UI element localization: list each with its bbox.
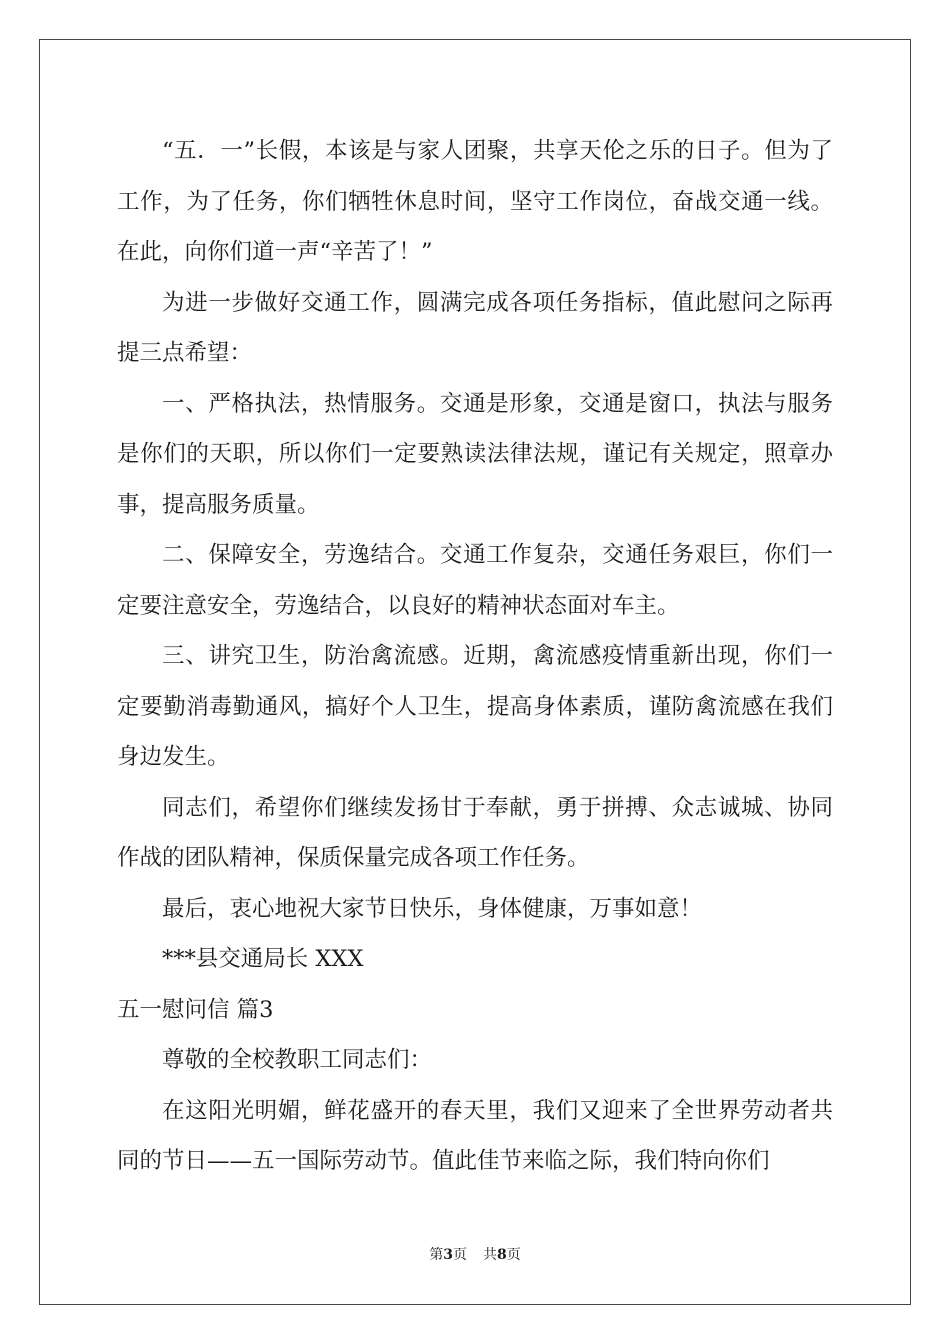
paragraph: 三、讲究卫生，防治禽流感。近期，禽流感疫情重新出现，你们一定要勤消毒勤通风，搞好个人卫生，提高身体素质，谨防禽流感在我们身边发生。 [117,643,833,770]
page-mid: 页 [453,1247,467,1263]
paragraph: 一、严格执法，热情服务。交通是形象，交通是窗口，执法与服务是你们的天职，所以你们一定要熟读法律法规，谨记有关规定，照章办事，提高服务质量。 [117,390,833,518]
salutation: 尊敬的全校教职工同志们： [162,1047,433,1073]
total-suffix: 页 [506,1247,521,1263]
paragraph: 二、保障安全，劳逸结合。交通工作复杂，交通任务艰巨，你们一定要注意安全，劳逸结合，以良好的精神状态面对车主。 [117,542,833,619]
total-prefix: 共 [483,1247,497,1263]
paragraph: 最后，衷心地祝大家节日快乐，身体健康，万事如意！ [162,895,703,922]
paragraph: 在这阳光明媚，鲜花盛开的春天里，我们又迎来了全世界劳动者共同的节日——五一国际劳动节。值此佳节来临之际，我们特向你们 [117,1097,833,1174]
page-current: 3 [443,1247,453,1263]
signature-line: ***县交通局长 XXX [162,946,364,972]
paragraph: 同志们，希望你们继续发扬甘于奉献，勇于拼搏、众志诚城、协同作战的团队精神，保质保量完成各项工作任务。 [117,794,833,871]
paragraph: 为进一步做好交通工作，圆满完成各项任务指标，值此慰问之际再提三点希望： [117,289,833,366]
page-total: 8 [497,1247,507,1263]
page-prefix: 第 [429,1247,444,1263]
document-body [117,126,833,1187]
page-footer [0,1244,950,1264]
section-heading: 五一慰问信 篇3 [117,996,274,1023]
paragraph: “五．一”长假，本该是与家人团聚，共享天伦之乐的日子。但为了工作，为了任务，你们牺牲休息时间，坚守工作岗位，奋战交通一线。在此，向你们道一声“辛苦了！” [117,138,833,265]
